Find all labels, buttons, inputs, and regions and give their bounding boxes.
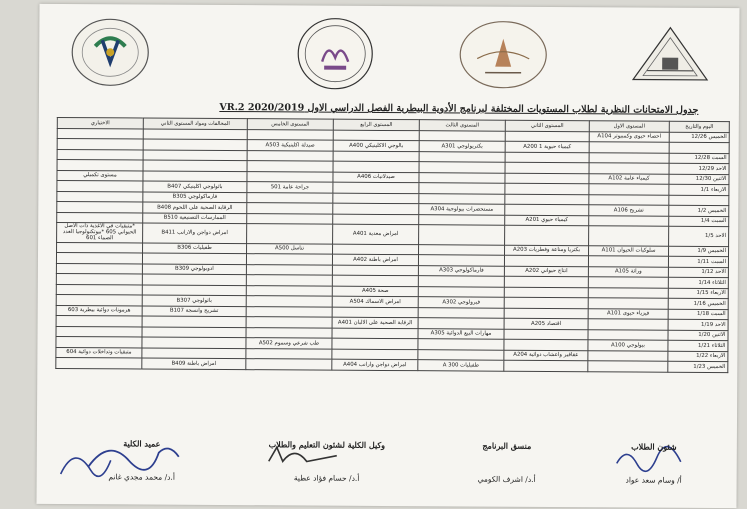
exam-cell [333, 214, 419, 225]
day-date-cell: الخميس 1/16 [668, 298, 728, 309]
exam-cell [142, 253, 246, 264]
signature-dean: عميد الكلية أ.د/ محمد مجدي غانم [108, 438, 175, 482]
exam-cell [419, 193, 505, 204]
exam-cell [246, 327, 332, 338]
exam-cell [588, 329, 668, 340]
exam-cell [504, 297, 588, 308]
exam-cell [246, 296, 332, 307]
exam-cell [418, 339, 504, 350]
exam-cell [505, 152, 589, 163]
faculty-seal [294, 15, 376, 91]
exam-cell [588, 277, 668, 288]
day-date-cell [669, 142, 729, 153]
exam-cell [333, 151, 419, 162]
exam-cell [418, 286, 504, 297]
exam-cell [419, 151, 505, 162]
exam-cell [332, 265, 418, 276]
exam-cell [504, 360, 588, 371]
exam-cell: امراض باطنة A402 [332, 254, 418, 265]
signature-program-coordinator: منسق البرنامج أ.د/ اشرف الكومي [477, 440, 536, 484]
exam-cell [57, 212, 143, 223]
exam-cell [419, 162, 505, 173]
exam-cell: بيولوجي A100 [588, 340, 668, 351]
exam-cell [246, 264, 332, 275]
day-date-cell: الاحد 1/5 [669, 226, 729, 246]
exam-cell [142, 316, 246, 327]
exam-cell [505, 173, 589, 184]
day-date-cell: الاثنين 1/20 [668, 330, 728, 341]
schedule-title: جدول الامتحانات النظرية لطلاب المستويات المختلفة لبرنامج الأدوية البيطرية الفصل الدراسي الاول VR.2 2020/2019 [219, 101, 699, 116]
exam-cell [333, 161, 419, 172]
header-level-1: المستوى الاول [589, 121, 669, 132]
exam-cell [247, 129, 333, 140]
exam-cell [589, 226, 669, 246]
exam-cell: بكتريولوجي A301 [419, 141, 505, 152]
exam-cell [504, 339, 588, 350]
exam-cell [56, 274, 142, 285]
exam-cell [56, 326, 142, 337]
exam-cell [419, 130, 505, 141]
exam-cell: تشريح A106 [589, 205, 669, 216]
exam-cell [247, 203, 333, 214]
exam-cell [505, 131, 589, 142]
exam-cell [418, 255, 504, 266]
exam-cell [56, 337, 142, 348]
exam-cell: امراض دواجن وارانب A404 [332, 359, 418, 370]
exam-cell: مستحضرات بيولوجية A304 [419, 204, 505, 215]
exam-cell: الممارسات التصنيعية B510 [143, 213, 247, 224]
exam-cell [504, 287, 588, 298]
exam-cell [419, 172, 505, 183]
exam-cell [57, 242, 143, 253]
exam-cell [419, 183, 505, 194]
exam-cell [505, 194, 589, 205]
exam-cell: فيزياء حيوى A101 [588, 308, 668, 319]
exam-cell [588, 287, 668, 298]
exam-cell: امراض باطنة B409 [142, 358, 246, 369]
day-date-cell: الخميس 1/9 [669, 246, 729, 257]
exam-cell [56, 263, 142, 274]
exam-cell: باثولوجي B307 [142, 295, 246, 306]
exam-cell [142, 274, 246, 285]
exam-cell [418, 318, 504, 329]
exam-cell [247, 213, 333, 224]
exam-cell: انتاج حيواني A202 [504, 266, 588, 277]
exam-cell [246, 317, 332, 328]
exam-cell [419, 225, 505, 245]
exam-cell: صحة A405 [332, 286, 418, 297]
exam-cell [247, 224, 333, 244]
exam-cell: امراض الاسماك A504 [332, 296, 418, 307]
day-date-cell: الاحد 1/12 [668, 267, 728, 278]
day-date-cell: الثلاثاء 1/21 [668, 340, 728, 351]
exam-cell [418, 307, 504, 318]
exam-cell [247, 161, 333, 172]
exam-cell: الرقابة الصحية على اللحوم B408 [143, 202, 247, 213]
exam-cell [588, 298, 668, 309]
exam-cell: مهارات البيع الدوائية A305 [418, 328, 504, 339]
exam-cell [589, 163, 669, 174]
day-date-cell: السبت 12/28 [669, 153, 729, 164]
exam-cell [504, 276, 588, 287]
exam-cell: متبقيات وتداخلات دوائية 604 [56, 347, 142, 358]
exam-cell [56, 295, 142, 306]
day-date-cell: الاربعاء 1/22 [668, 351, 728, 362]
day-date-cell: الاحد 12/29 [669, 163, 729, 174]
header-level-2: المستوى الثاني [505, 120, 589, 131]
day-date-cell: الخميس 1/23 [668, 361, 728, 372]
exam-cell [588, 256, 668, 267]
exam-cell [589, 194, 669, 205]
exam-cell [505, 225, 589, 245]
exam-cell: جراحة عامة 501 [247, 182, 333, 193]
exam-cell: اقتصاد A205 [504, 318, 588, 329]
header-level-4: المستوى الرابع [333, 119, 419, 130]
exam-cell [505, 183, 589, 194]
exam-cell [142, 348, 246, 359]
exam-cell [419, 214, 505, 225]
exam-cell [57, 128, 143, 139]
exam-cell [56, 284, 142, 295]
exam-cell [247, 192, 333, 203]
exam-cell: كيمياء عامة A102 [589, 173, 669, 184]
header-failures: المخالفات ومواد المستوى الثاني [143, 118, 247, 129]
exam-cell [418, 276, 504, 287]
exam-cell [246, 306, 332, 317]
exam-cell [143, 139, 247, 150]
exam-cell [246, 348, 332, 359]
exam-cell [505, 162, 589, 173]
exam-cell [247, 150, 333, 161]
exam-cell [246, 275, 332, 286]
exam-cell [143, 129, 247, 140]
exam-cell [56, 316, 142, 327]
signature-student-affairs: شئون الطلاب أ/ وسام سعد عواد [625, 441, 682, 485]
exam-cell [589, 152, 669, 163]
exam-cell: هرمونات دوائية بيطرية 603 [56, 305, 142, 316]
header-elective: الاختياري [57, 117, 143, 128]
exam-cell [504, 308, 588, 319]
exam-cell: تناسل A500 [247, 243, 333, 254]
exam-cell: فيرولوجي A302 [418, 297, 504, 308]
quality-assurance-logo [457, 18, 549, 91]
day-date-cell: السبت 1/18 [668, 309, 728, 320]
exam-cell [588, 350, 668, 361]
exam-cell [419, 244, 505, 255]
exam-cell [246, 254, 332, 265]
day-date-cell [669, 195, 729, 206]
exam-cell: تشريح وانسجة B107 [142, 306, 246, 317]
exam-cell: امراض دواجن والارانب B411 [143, 223, 247, 243]
exam-cell: بالوجي الاكلينيكي A400 [333, 140, 419, 151]
exam-cell: فارماكولوجي A303 [418, 265, 504, 276]
exam-cell [589, 184, 669, 195]
exam-cell [56, 358, 142, 369]
exam-cell: *متبقيات في الاغذية ذات الاصل الحيواني 605 *بيوتكنولوجيا الغدد الصماء 601 [57, 222, 143, 242]
university-logo [69, 16, 151, 88]
exam-cell: سلوكيات الحيوان A101 [589, 245, 669, 256]
exam-cell: مستوى تكميلي [57, 170, 143, 181]
exam-cell [57, 180, 143, 191]
day-date-cell: الخميس 1/2 [669, 205, 729, 216]
exam-cell [333, 244, 419, 255]
university-emblem [629, 23, 711, 83]
header-day-date: اليوم والتاريخ [669, 121, 729, 132]
exam-cell [332, 349, 418, 360]
exam-cell [57, 159, 143, 170]
exam-cell: طفيليات A 300 [418, 360, 504, 371]
exam-cell [142, 337, 246, 348]
exam-cell [588, 361, 668, 372]
exam-cell: امراض معدية A401 [333, 224, 419, 244]
exam-cell: عقاقير واعشاب دوائية A204 [504, 350, 588, 361]
signature-vice-dean: وكيل الكلية لشئون التعليم والطلاب أ.د/ حسام فؤاد عطية [268, 439, 386, 483]
exam-cell: طفيليات B306 [143, 243, 247, 254]
table-body [56, 128, 729, 372]
exam-cell: كيمياء حيوي A201 [505, 215, 589, 226]
day-date-cell: الاحد 1/19 [668, 319, 728, 330]
exam-cell [589, 215, 669, 226]
exam-cell: وراثة A105 [588, 266, 668, 277]
day-date-cell: الاربعاء 1/15 [668, 288, 728, 299]
day-date-cell: السبت 1/11 [668, 256, 728, 267]
exam-cell [332, 338, 418, 349]
exam-cell [56, 253, 142, 264]
exam-cell: كيمياء حيوية 1 A200 [505, 141, 589, 152]
exam-cell: فارماكولوجي B305 [143, 192, 247, 203]
exam-cell: باثولوجي اكلينيكي B407 [143, 181, 247, 192]
exam-cell [504, 329, 588, 340]
day-date-cell: السبت 1/4 [669, 216, 729, 227]
exam-cell [504, 255, 588, 266]
exam-cell [143, 160, 247, 171]
exam-cell [247, 171, 333, 182]
exam-cell [333, 203, 419, 214]
header-level-3: المستوى الثالث [419, 120, 505, 131]
exam-cell: ادوبولوجي B309 [142, 264, 246, 275]
exam-cell [333, 193, 419, 204]
exam-cell: طب شرعي وسموم A502 [246, 338, 332, 349]
day-date-cell: الثلاثاء 1/14 [668, 277, 728, 288]
exam-cell [246, 285, 332, 296]
signatures-block [55, 436, 727, 502]
exam-cell [57, 138, 143, 149]
exam-cell [418, 349, 504, 360]
exam-cell: بكتريا ومناعة وفطريات A203 [505, 245, 589, 256]
day-date-cell: الاربعاء 1/1 [669, 184, 729, 195]
exam-cell: صيدلة اكلينيكية A503 [247, 140, 333, 151]
header-level-5: المستوى الخامس [247, 119, 333, 130]
day-date-cell: الاثنين 12/30 [669, 174, 729, 185]
exam-cell [333, 130, 419, 141]
exam-cell [57, 201, 143, 212]
document-page [36, 4, 739, 508]
exam-cell [143, 150, 247, 161]
exam-cell: صيدلانيات A406 [333, 172, 419, 183]
exam-cell [332, 275, 418, 286]
exam-cell: احصاء حيوى وكمبيوتر A104 [589, 131, 669, 142]
exam-cell [57, 191, 143, 202]
logo-bar [39, 10, 739, 92]
exam-cell [505, 204, 589, 215]
exam-cell [333, 182, 419, 193]
exam-cell [142, 327, 246, 338]
exam-cell [589, 142, 669, 153]
day-date-cell: الخميس 12/26 [669, 132, 729, 143]
exam-cell [142, 285, 246, 296]
exam-cell [332, 328, 418, 339]
exam-cell [332, 307, 418, 318]
exam-schedule-table [55, 117, 730, 373]
exam-cell: الرقابة الصحية على الالبان A401 [332, 317, 418, 328]
exam-cell [246, 359, 332, 370]
exam-cell [57, 149, 143, 160]
exam-cell [588, 319, 668, 330]
exam-cell [143, 171, 247, 182]
